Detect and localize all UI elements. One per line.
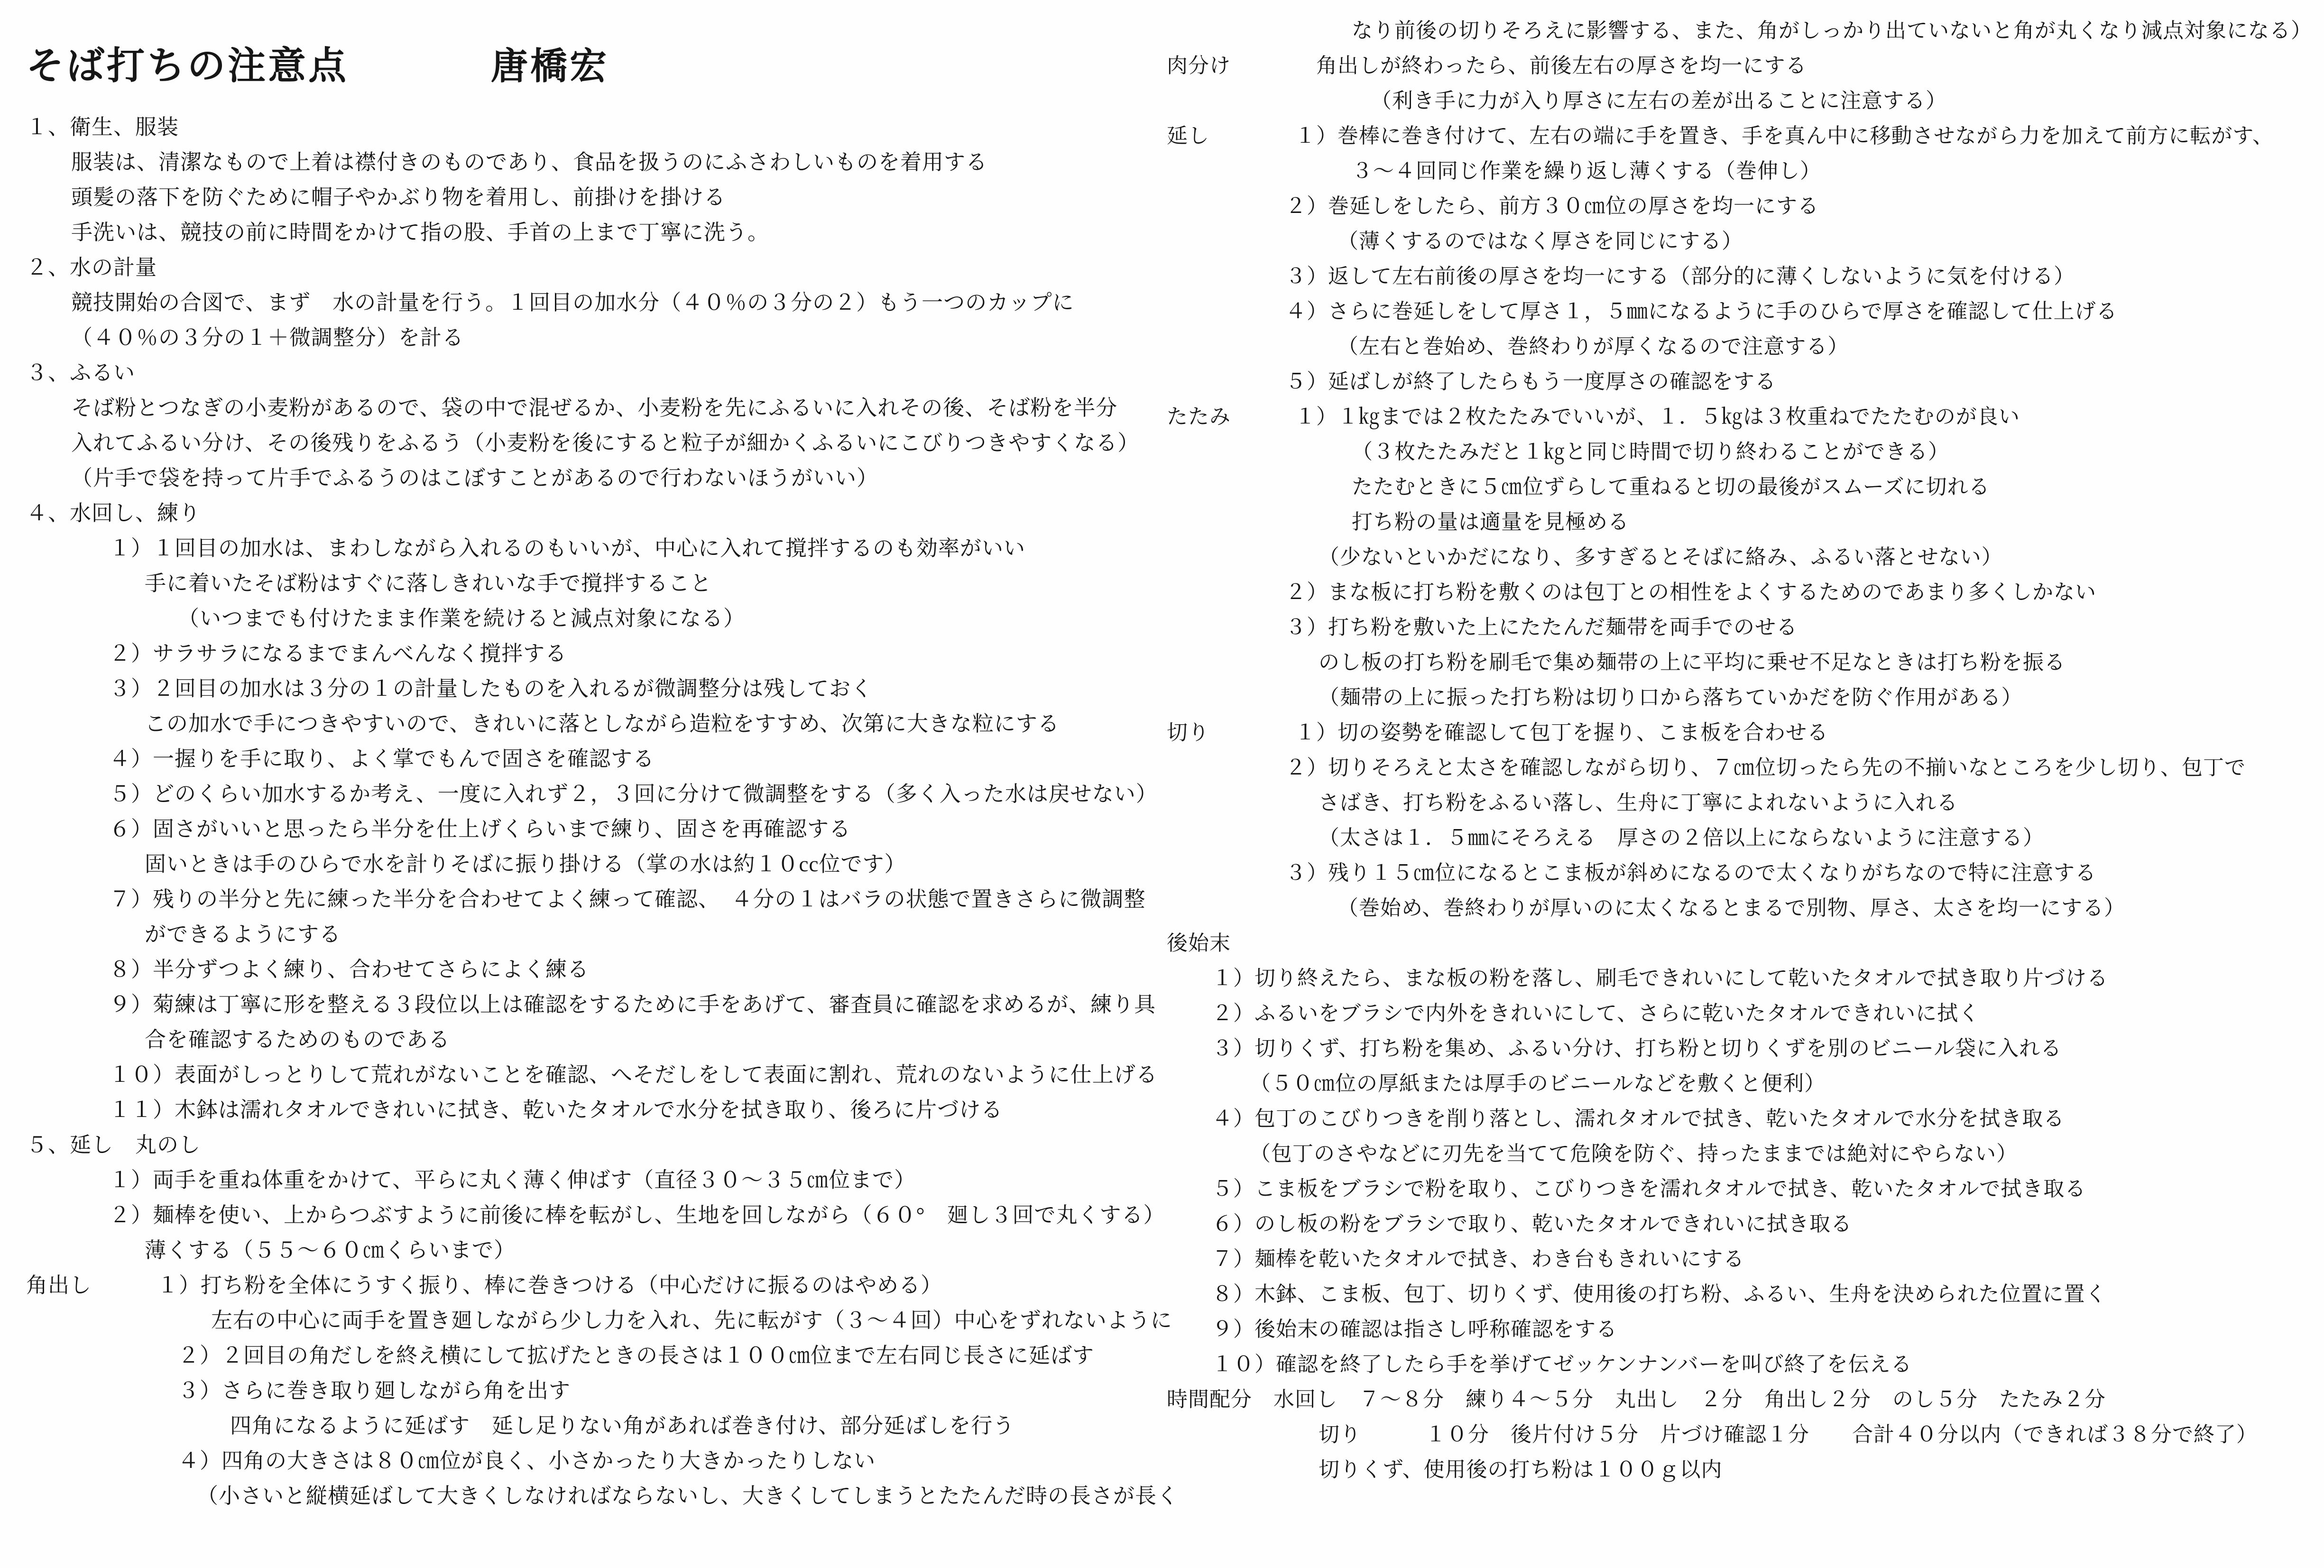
text-line: ２）切りそろえと太さを確認しながら切り、７㎝位切ったら先の不揃いなところを少し切り、包丁で: [1285, 756, 2246, 779]
text-line: ４）包丁のこびりつきを削り落とし、濡れタオルで拭き、乾いたタオルで水分を拭き取る: [1212, 1107, 2065, 1130]
text-line: （麺帯の上に振った打ち粉は切り口から落ちていかだを防ぐ作用がある）: [1319, 686, 2023, 709]
text-line: ９）後始末の確認は指さし呼称確認をする: [1212, 1318, 1617, 1341]
text-line: ７）残りの半分と先に練った半分を合わせてよく練って確認、 ４分の１はバラの状態で置きさらに微調整: [109, 887, 1146, 911]
text-line: （５０㎝位の厚紙または厚手のビニールなどを敷くと便利）: [1250, 1072, 1826, 1095]
text-line: （巻始め、巻終わりが厚いのに太くなるとまるで別物、厚さ、太さを均一にする）: [1337, 896, 2126, 920]
text-line: １０）確認を終了したら手を挙げてゼッケンナンバーを叫び終了を伝える: [1212, 1353, 1912, 1376]
text-line: １、衛生、服装: [26, 115, 179, 139]
text-line: ９）菊練は丁寧に形を整える３段位以上は確認をするために手をあげて、審査員に確認を求めるが、練り具: [109, 993, 1156, 1016]
text-line: （利き手に力が入り厚さに左右の差が出ることに注意する）: [1371, 89, 1947, 112]
text-line: たたむときに５㎝位ずらして重ねると切の最後がスムーズに切れる: [1352, 475, 1990, 498]
text-line: （片手で袋を持って片手でふるうのはこぼすことがあるので行わないほうがいい）: [71, 466, 879, 490]
text-line: 服装は、清潔なもので上着は襟付きのものであり、食品を扱うのにふさわしいものを着用する: [71, 150, 988, 174]
text-line: ３）切りくず、打ち粉を集め、ふるい分け、打ち粉と切りくずを別のビニール袋に入れる: [1212, 1037, 2062, 1060]
text-line: ７）麺棒を乾いたタオルで拭き、わき台もきれいにする: [1212, 1247, 1745, 1271]
text-line: １１）木鉢は濡れタオルできれいに拭き、乾いたタオルで水分を拭き取り、後ろに片づける: [109, 1098, 1003, 1122]
text-line: たたみ １）１㎏までは２枚たたみでいいが、１．５㎏は３枚重ねでたたむのが良い: [1167, 405, 2020, 428]
text-line: 後始末: [1167, 932, 1231, 955]
text-line: 切りくず、使用後の打ち粉は１００ｇ以内: [1319, 1458, 1723, 1481]
text-line: １０）表面がしっとりして荒れがないことを確認、へそだしをして表面に割れ、荒れのないように仕上げる: [109, 1063, 1158, 1087]
text-line: ８）半分ずつよく練り、合わせてさらによく練る: [109, 958, 590, 981]
text-line: ３）返して左右前後の厚さを均一にする（部分的に薄くしないように気を付ける）: [1285, 265, 2075, 288]
text-line: ５）延ばしが終了したらもう一度厚さの確認をする: [1285, 370, 1776, 393]
text-line: ４）さらに巻延しをして厚さ１，５㎜になるように手のひらで厚さを確認して仕上げる: [1285, 300, 2118, 323]
text-line: ３～４回同じ作業を繰り返し薄くする（巻伸し）: [1352, 159, 1821, 183]
text-line: 頭髪の落下を防ぐために帽子やかぶり物を着用し、前掛けを掛ける: [71, 185, 726, 209]
text-line: ２）ふるいをブラシで内外をきれいにして、さらに乾いたタオルできれいに拭く: [1212, 1002, 1980, 1025]
text-line: （左右と巻始め、巻終わりが厚くなるので注意する）: [1337, 335, 1849, 358]
left-column: [26, 40, 1179, 1513]
right-column-lines: [1167, 13, 2324, 1487]
text-line: ３）２回目の加水は３分の１の計量したものを入れるが微調整分は残しておく: [109, 677, 873, 701]
text-line: （小さいと縦横延ばして大きくしなければならないし、大きくしてしまうとたたんだ時の長さが長く: [197, 1484, 1179, 1508]
text-line: 手洗いは、競技の前に時間をかけて指の股、手首の上まで丁寧に洗う。: [71, 221, 770, 244]
text-line: ２）サラサラになるまでまんべんなく撹拌する: [109, 642, 567, 665]
text-line: ２、水の計量: [26, 256, 157, 279]
text-line: （３枚たたみだと１㎏と同じ時間で切り終わることができる）: [1352, 440, 1949, 463]
text-line: ４）四角の大きさは８０㎝位が良く、小さかったり大きかったりしない: [178, 1449, 876, 1473]
title-row: [26, 40, 1162, 92]
text-line: ３、ふるい: [26, 361, 136, 385]
text-line: 時間配分 水回し ７～８分 練り４～５分 丸出し ２分 角出し２分 のし５分 たたみ２分: [1167, 1388, 2106, 1411]
text-line: （薄くするのではなく厚さを同じにする）: [1337, 230, 1743, 253]
text-line: １）切り終えたら、まな板の粉を落し、刷毛できれいにして乾いたタオルで拭き取り片づける: [1212, 967, 2108, 990]
text-line: ３）打ち粉を敷いた上にたたんだ麺帯を両手でのせる: [1285, 616, 1798, 639]
document-author: 唐橋宏: [491, 46, 609, 87]
text-line: 切り １）切の姿勢を確認して包丁を握り、こま板を合わせる: [1167, 721, 1828, 744]
text-line: （少ないといかだになり、多すぎるとそばに絡み、ふるい落とせない）: [1319, 545, 2003, 569]
text-line: ８）木鉢、こま板、包丁、切りくず、使用後の打ち粉、ふるい、生舟を決められた位置に置く: [1212, 1282, 2107, 1306]
text-line: （いつまでも付けたまま作業を続けると減点対象になる）: [178, 607, 746, 630]
text-line: ２）２回目の角だしを終え横にして拡げたときの長さは１００㎝位まで左右同じ長さに延ばす: [178, 1344, 1095, 1367]
right-column: [1167, 13, 2324, 1487]
text-line: ３）さらに巻き取り廻しながら角を出す: [178, 1379, 571, 1402]
text-line: ６）のし板の粉をブラシで取り、乾いたタオルできれいに拭き取る: [1212, 1212, 1852, 1236]
text-line: ４）一握りを手に取り、よく掌でもんで固さを確認する: [109, 747, 655, 771]
text-line: なり前後の切りそろえに影響する、また、角がしっかり出ていないと角が丸くなり減点対象になる）: [1352, 19, 2312, 42]
text-line: （包丁のさやなどに刃先を当てて危険を防ぐ、持ったままでは絶対にやらない）: [1250, 1142, 2018, 1165]
text-line: （太さは１．５㎜にそろえる 厚さの２倍以上にならないように注意する）: [1319, 826, 2044, 849]
text-line: ５）どのくらい加水するか考え、一度に入れず２，３回に分けて微調整をする（多く入った水は戻せない）: [109, 782, 1158, 806]
text-line: ５、延し 丸のし: [26, 1133, 201, 1157]
text-line: この加水で手につきやすいので、きれいに落としながら造粒をすすめ、次第に大きな粒にする: [145, 712, 1060, 736]
text-line: 合を確認するためのものである: [145, 1028, 451, 1051]
text-line: ２）巻延しをしたら、前方３０㎝位の厚さを均一にする: [1285, 194, 1819, 218]
text-line: １）両手を重ね体重をかけて、平らに丸く薄く伸ばす（直径３０～３５㎝位まで）: [109, 1168, 916, 1192]
text-line: そば粉とつなぎの小麦粉があるので、袋の中で混ぜるか、小麦粉を先にふるいに入れその後、そば粉を半分: [71, 396, 1118, 420]
text-line: 打ち粉の量は適量を見極める: [1352, 510, 1629, 534]
text-line: のし板の打ち粉を刷毛で集め麺帯の上に平均に乗せ不足なときは打ち粉を振る: [1319, 651, 2066, 674]
text-line: ができるようにする: [145, 922, 341, 946]
text-line: 入れてふるい分け、その後残りをふるう（小麦粉を後にすると粒子が細かくふるいにこびりつきやすくなる）: [71, 431, 1140, 455]
text-line: ４、水回し、練り: [26, 501, 201, 525]
document-title: そば打ちの注意点: [26, 46, 349, 87]
text-line: ３）残り１５㎝位になるとこま板が斜めになるので太くなりがちなので特に注意する: [1285, 861, 2096, 885]
text-line: 角出し １）打ち粉を全体にうすく振り、棒に巻きつける（中心だけに振るのはやめる）: [26, 1273, 943, 1297]
text-line: ６）固さがいいと思ったら半分を仕上げくらいまで練り、固さを再確認する: [109, 817, 851, 841]
left-column-lines: [26, 110, 1179, 1513]
text-line: 左右の中心に両手を置き廻しながら少し力を入れ、先に転がす（３～４回）中心をずれないように: [211, 1309, 1172, 1332]
text-line: 薄くする（５５～６０㎝くらいまで）: [145, 1238, 516, 1262]
text-line: 固いときは手のひらで水を計りそばに振り掛ける（掌の水は約１０cc位です）: [145, 852, 906, 876]
text-line: ２）まな板に打ち粉を敷くのは包丁との相性をよくするためのであまり多くしかない: [1285, 581, 2096, 604]
text-line: ２）麺棒を使い、上からつぶすように前後に棒を転がし、生地を回しながら（６０° 廻し３回で丸くする）: [109, 1203, 1165, 1227]
text-line: 切り １０分 後片付け５分 片づけ確認１分 合計４０分以内（できれば３８分で終了）: [1319, 1423, 2258, 1446]
text-line: （４０％の３分の１＋微調整分）を計る: [71, 326, 464, 350]
text-line: 手に着いたそば粉はすぐに落しきれいな手で撹拌すること: [145, 572, 712, 595]
text-line: １）１回目の加水は、まわしながら入れるのもいいが、中心に入れて撹拌するのも効率がいい: [109, 536, 1026, 560]
text-line: 競技開始の合図で、まず 水の計量を行う。１回目の加水分（４０％の３分の２）もう一つのカップに: [71, 291, 1074, 314]
text-line: 延し １）巻棒に巻き付けて、左右の端に手を置き、手を真ん中に移動させながら力を加えて前方に転がす、: [1167, 124, 2274, 148]
text-line: さばき、打ち粉をふるい落し、生舟に丁寧によれないように入れる: [1319, 791, 1958, 814]
text-line: 四角になるように延ばす 延し足りない角があれば巻き付け、部分延ばしを行う: [230, 1414, 1015, 1438]
text-line: 肉分け 角出しが終わったら、前後左右の厚さを均一にする: [1167, 54, 1807, 77]
text-line: ５）こま板をブラシで粉を取り、こびりつきを濡れタオルで拭き、乾いたタオルで拭き取る: [1212, 1177, 2086, 1200]
